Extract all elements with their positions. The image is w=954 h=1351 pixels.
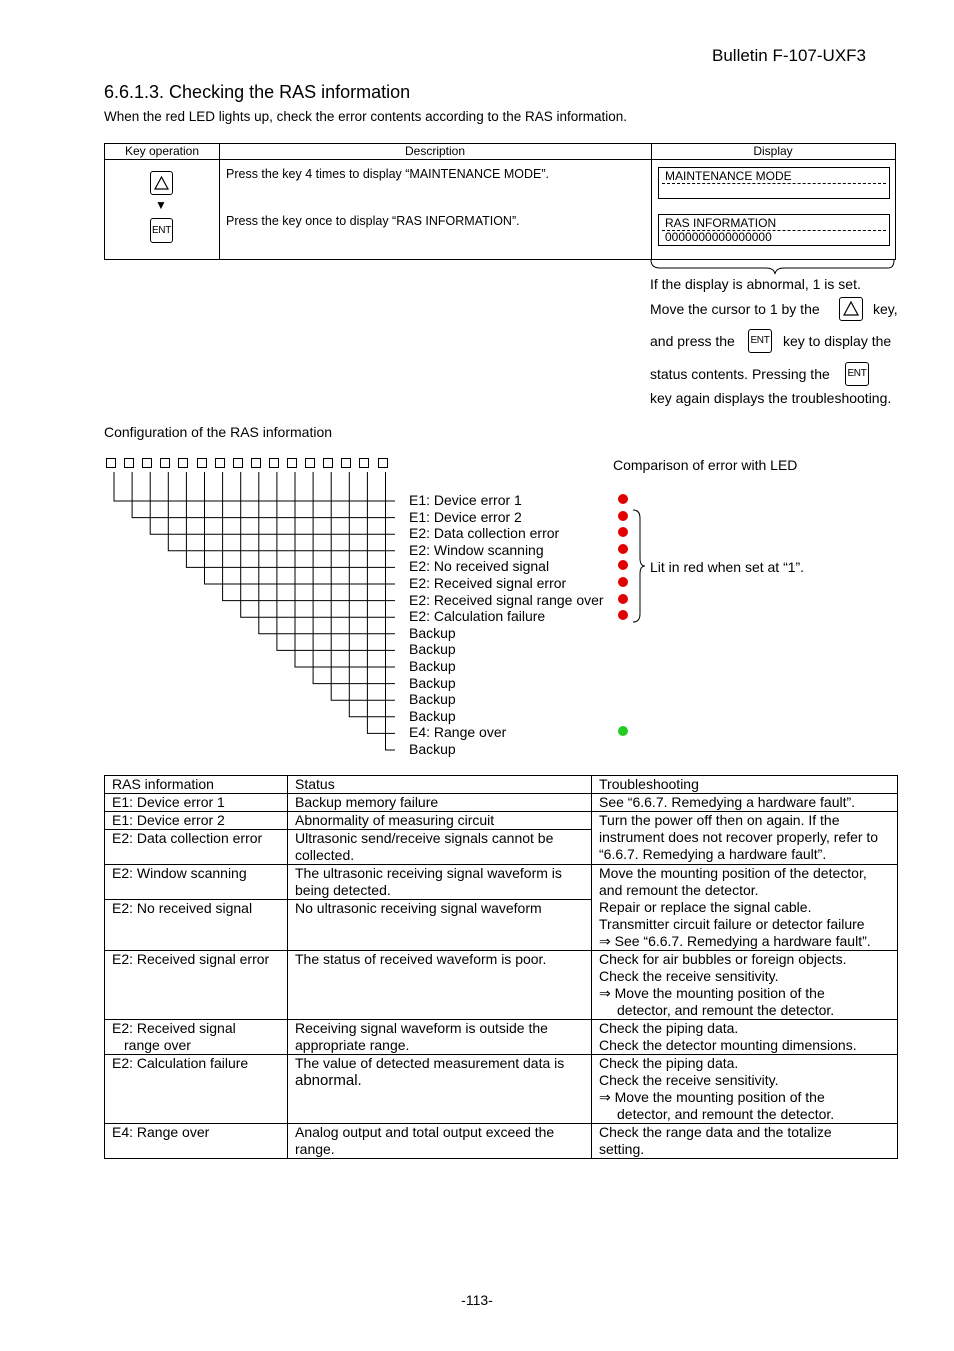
note-line2b: key, bbox=[873, 301, 898, 317]
bit-connector bbox=[114, 472, 395, 501]
comparison-title: Comparison of error with LED bbox=[613, 457, 798, 473]
header-display: Display bbox=[753, 144, 793, 158]
step-1-text: Press the key 4 times to display “MAINTENANCE MODE”. bbox=[226, 167, 549, 181]
table-row bbox=[105, 812, 898, 830]
info-line: range over bbox=[124, 1037, 191, 1053]
table-row bbox=[105, 865, 898, 900]
bit-label: Backup bbox=[409, 691, 456, 708]
table-row bbox=[105, 1124, 898, 1159]
bit-connector bbox=[223, 472, 395, 601]
brace-note: Lit in red when set at “1”. bbox=[650, 559, 805, 575]
bit-label: Backup bbox=[409, 674, 456, 691]
status-line: abnormal. bbox=[295, 1072, 362, 1089]
trouble-line: ⇒ Move the mounting position of the bbox=[599, 985, 825, 1001]
bit-connector bbox=[132, 472, 395, 518]
row-trouble bbox=[592, 1124, 898, 1159]
trouble-line: Check the receive sensitivity. bbox=[599, 968, 779, 984]
bit-connector bbox=[386, 472, 396, 750]
led-red-icon bbox=[618, 577, 628, 587]
row-trouble bbox=[592, 1055, 898, 1124]
status-line: The ultrasonic receiving signal waveform is bbox=[295, 865, 562, 881]
bit-label: E2: Data collection error bbox=[409, 525, 560, 542]
row-info bbox=[105, 1020, 288, 1055]
row-info: E1: Device error 1 bbox=[105, 794, 288, 812]
config-title: Configuration of the RAS information bbox=[104, 424, 333, 440]
row-status: Abnormality of measuring circuit bbox=[288, 812, 592, 830]
table-row bbox=[105, 1020, 898, 1055]
row-status: Backup memory failure bbox=[288, 794, 592, 812]
bit-label: E1: Device error 1 bbox=[409, 492, 522, 508]
info-line: E2: Received signal bbox=[112, 1020, 236, 1036]
row-status bbox=[288, 1124, 592, 1159]
bit-label: E2: Received signal error bbox=[409, 575, 567, 591]
section-intro: When the red LED lights up, check the error contents according to the RAS information. bbox=[104, 109, 628, 124]
status-line: Analog output and total output exceed the bbox=[295, 1124, 555, 1140]
ent-key-label: ENT bbox=[847, 368, 867, 379]
trouble-line: “6.6.7. Remedying a hardware fault”. bbox=[599, 846, 827, 862]
trouble-line: detector, and remount the detector. bbox=[617, 1002, 835, 1018]
trouble-line: Move the mounting position of the detector, bbox=[599, 865, 867, 881]
bit-label: E2: Window scanning bbox=[409, 541, 544, 558]
row-info: E2: Data collection error bbox=[105, 830, 288, 865]
page-number: -113- bbox=[461, 1292, 493, 1308]
section-title: 6.6.1.3. Checking the RAS information bbox=[104, 82, 411, 102]
row-trouble bbox=[592, 812, 898, 865]
bit-label: Backup bbox=[409, 624, 456, 641]
table-row bbox=[105, 1055, 898, 1124]
trouble-line: Repair or replace the signal cable. bbox=[599, 899, 812, 915]
note-line5: key again displays the troubleshooting. bbox=[650, 390, 892, 406]
bit-connector bbox=[241, 472, 395, 617]
bit-label: E2: Calculation failure bbox=[409, 608, 546, 625]
trouble-line: instrument does not recover properly, refer to bbox=[599, 829, 879, 845]
down-arrow-icon: ▼ bbox=[155, 198, 167, 212]
trouble-line: Check the piping data. bbox=[599, 1055, 739, 1071]
display2-line2: 0000000000000000 bbox=[665, 230, 772, 244]
status-line: range. bbox=[295, 1141, 335, 1157]
row-info: E2: Window scanning bbox=[105, 865, 288, 900]
note-line4a: status contents. Pressing the bbox=[650, 366, 830, 382]
status-line: Ultrasonic send/receive signals cannot be bbox=[295, 830, 554, 846]
trouble-line: Check the piping data. bbox=[599, 1020, 739, 1036]
led-red-icon bbox=[618, 511, 628, 521]
bulletin-number: Bulletin F-107-UXF3 bbox=[712, 46, 867, 65]
row-trouble bbox=[592, 951, 898, 1020]
note-line2a: Move the cursor to 1 by the bbox=[650, 301, 820, 317]
trouble-line: Check the receive sensitivity. bbox=[599, 1072, 779, 1088]
trouble-line: Check the range data and the totalize bbox=[599, 1124, 832, 1140]
note-line3b: key to display the bbox=[783, 333, 892, 349]
row-info: E1: Device error 2 bbox=[105, 812, 288, 830]
header-troubleshooting: Troubleshooting bbox=[592, 776, 898, 794]
trouble-line: setting. bbox=[599, 1141, 645, 1157]
led-red-icon bbox=[618, 494, 628, 504]
led-red-icon bbox=[618, 594, 628, 604]
header-key-operation: Key operation bbox=[124, 144, 200, 158]
display1-text: MAINTENANCE MODE bbox=[665, 169, 792, 183]
led-red-icon bbox=[618, 544, 628, 554]
row-info: E2: Received signal error bbox=[105, 951, 288, 1020]
status-line: appropriate range. bbox=[295, 1037, 410, 1053]
bit-connector bbox=[313, 472, 395, 684]
row-trouble: See “6.6.7. Remedying a hardware fault”. bbox=[592, 794, 898, 812]
row-status bbox=[288, 1020, 592, 1055]
bit-connector bbox=[150, 472, 395, 534]
trouble-line: detector, and remount the detector. bbox=[617, 1106, 835, 1122]
step-2-text: Press the key once to display “RAS INFORMATION”. bbox=[226, 214, 520, 228]
display2-line1: RAS INFORMATION bbox=[665, 216, 777, 230]
bit-connector bbox=[168, 472, 395, 551]
trouble-line: Transmitter circuit failure or detector failure bbox=[599, 916, 865, 932]
row-status bbox=[288, 1055, 592, 1124]
row-status: No ultrasonic receiving signal waveform bbox=[288, 900, 592, 951]
bit-label: Backup bbox=[409, 641, 456, 658]
trouble-line: ⇒ See “6.6.7. Remedying a hardware fault”. bbox=[599, 933, 871, 949]
status-line: The value of detected measurement data is bbox=[295, 1055, 565, 1071]
trouble-line: Turn the power off then on again. If the bbox=[599, 812, 840, 828]
note-line3a: and press the bbox=[650, 333, 735, 349]
bit-label: E1: Device error 2 bbox=[409, 508, 522, 525]
bit-connector bbox=[367, 472, 395, 733]
bit-label: Backup bbox=[409, 707, 456, 724]
row-info: E4: Range over bbox=[105, 1124, 288, 1159]
ras-information-table bbox=[104, 775, 898, 1159]
table-header-row bbox=[105, 776, 898, 794]
status-line: being detected. bbox=[295, 882, 391, 898]
trouble-line: ⇒ Move the mounting position of the bbox=[599, 1089, 825, 1105]
bit-label: Backup bbox=[409, 658, 456, 674]
row-status bbox=[288, 865, 592, 900]
bit-label: E2: Received signal range over bbox=[409, 591, 604, 608]
bit-connector bbox=[349, 472, 395, 717]
header-ras-information: RAS information bbox=[105, 776, 288, 794]
row-info: E2: No received signal bbox=[105, 900, 288, 951]
bit-label: E4: Range over bbox=[409, 724, 507, 741]
trouble-line: Check for air bubbles or foreign objects. bbox=[599, 951, 847, 967]
bit-label: Backup bbox=[409, 741, 456, 757]
header-status: Status bbox=[288, 776, 592, 794]
row-trouble bbox=[592, 1020, 898, 1055]
row-status bbox=[288, 830, 592, 865]
note-line1: If the display is abnormal, 1 is set. bbox=[650, 276, 861, 292]
red-led-brace bbox=[632, 508, 652, 624]
trouble-line: Check the detector mounting dimensions. bbox=[599, 1037, 857, 1053]
table-row bbox=[105, 794, 898, 812]
row-trouble bbox=[592, 865, 898, 951]
trouble-line: and remount the detector. bbox=[599, 882, 759, 898]
ent-key-label: ENT bbox=[750, 335, 770, 346]
bit-connector bbox=[186, 472, 395, 567]
status-line: collected. bbox=[295, 847, 355, 863]
bit-connector bbox=[259, 472, 395, 634]
ent-key-label: ENT bbox=[151, 225, 172, 236]
bit-label: E2: No received signal bbox=[409, 558, 550, 575]
row-status: The status of received waveform is poor. bbox=[288, 951, 592, 1020]
table-row bbox=[105, 951, 898, 1020]
header-description: Description bbox=[404, 144, 466, 158]
status-line: Receiving signal waveform is outside the bbox=[295, 1020, 548, 1036]
row-info: E2: Calculation failure bbox=[105, 1055, 288, 1124]
